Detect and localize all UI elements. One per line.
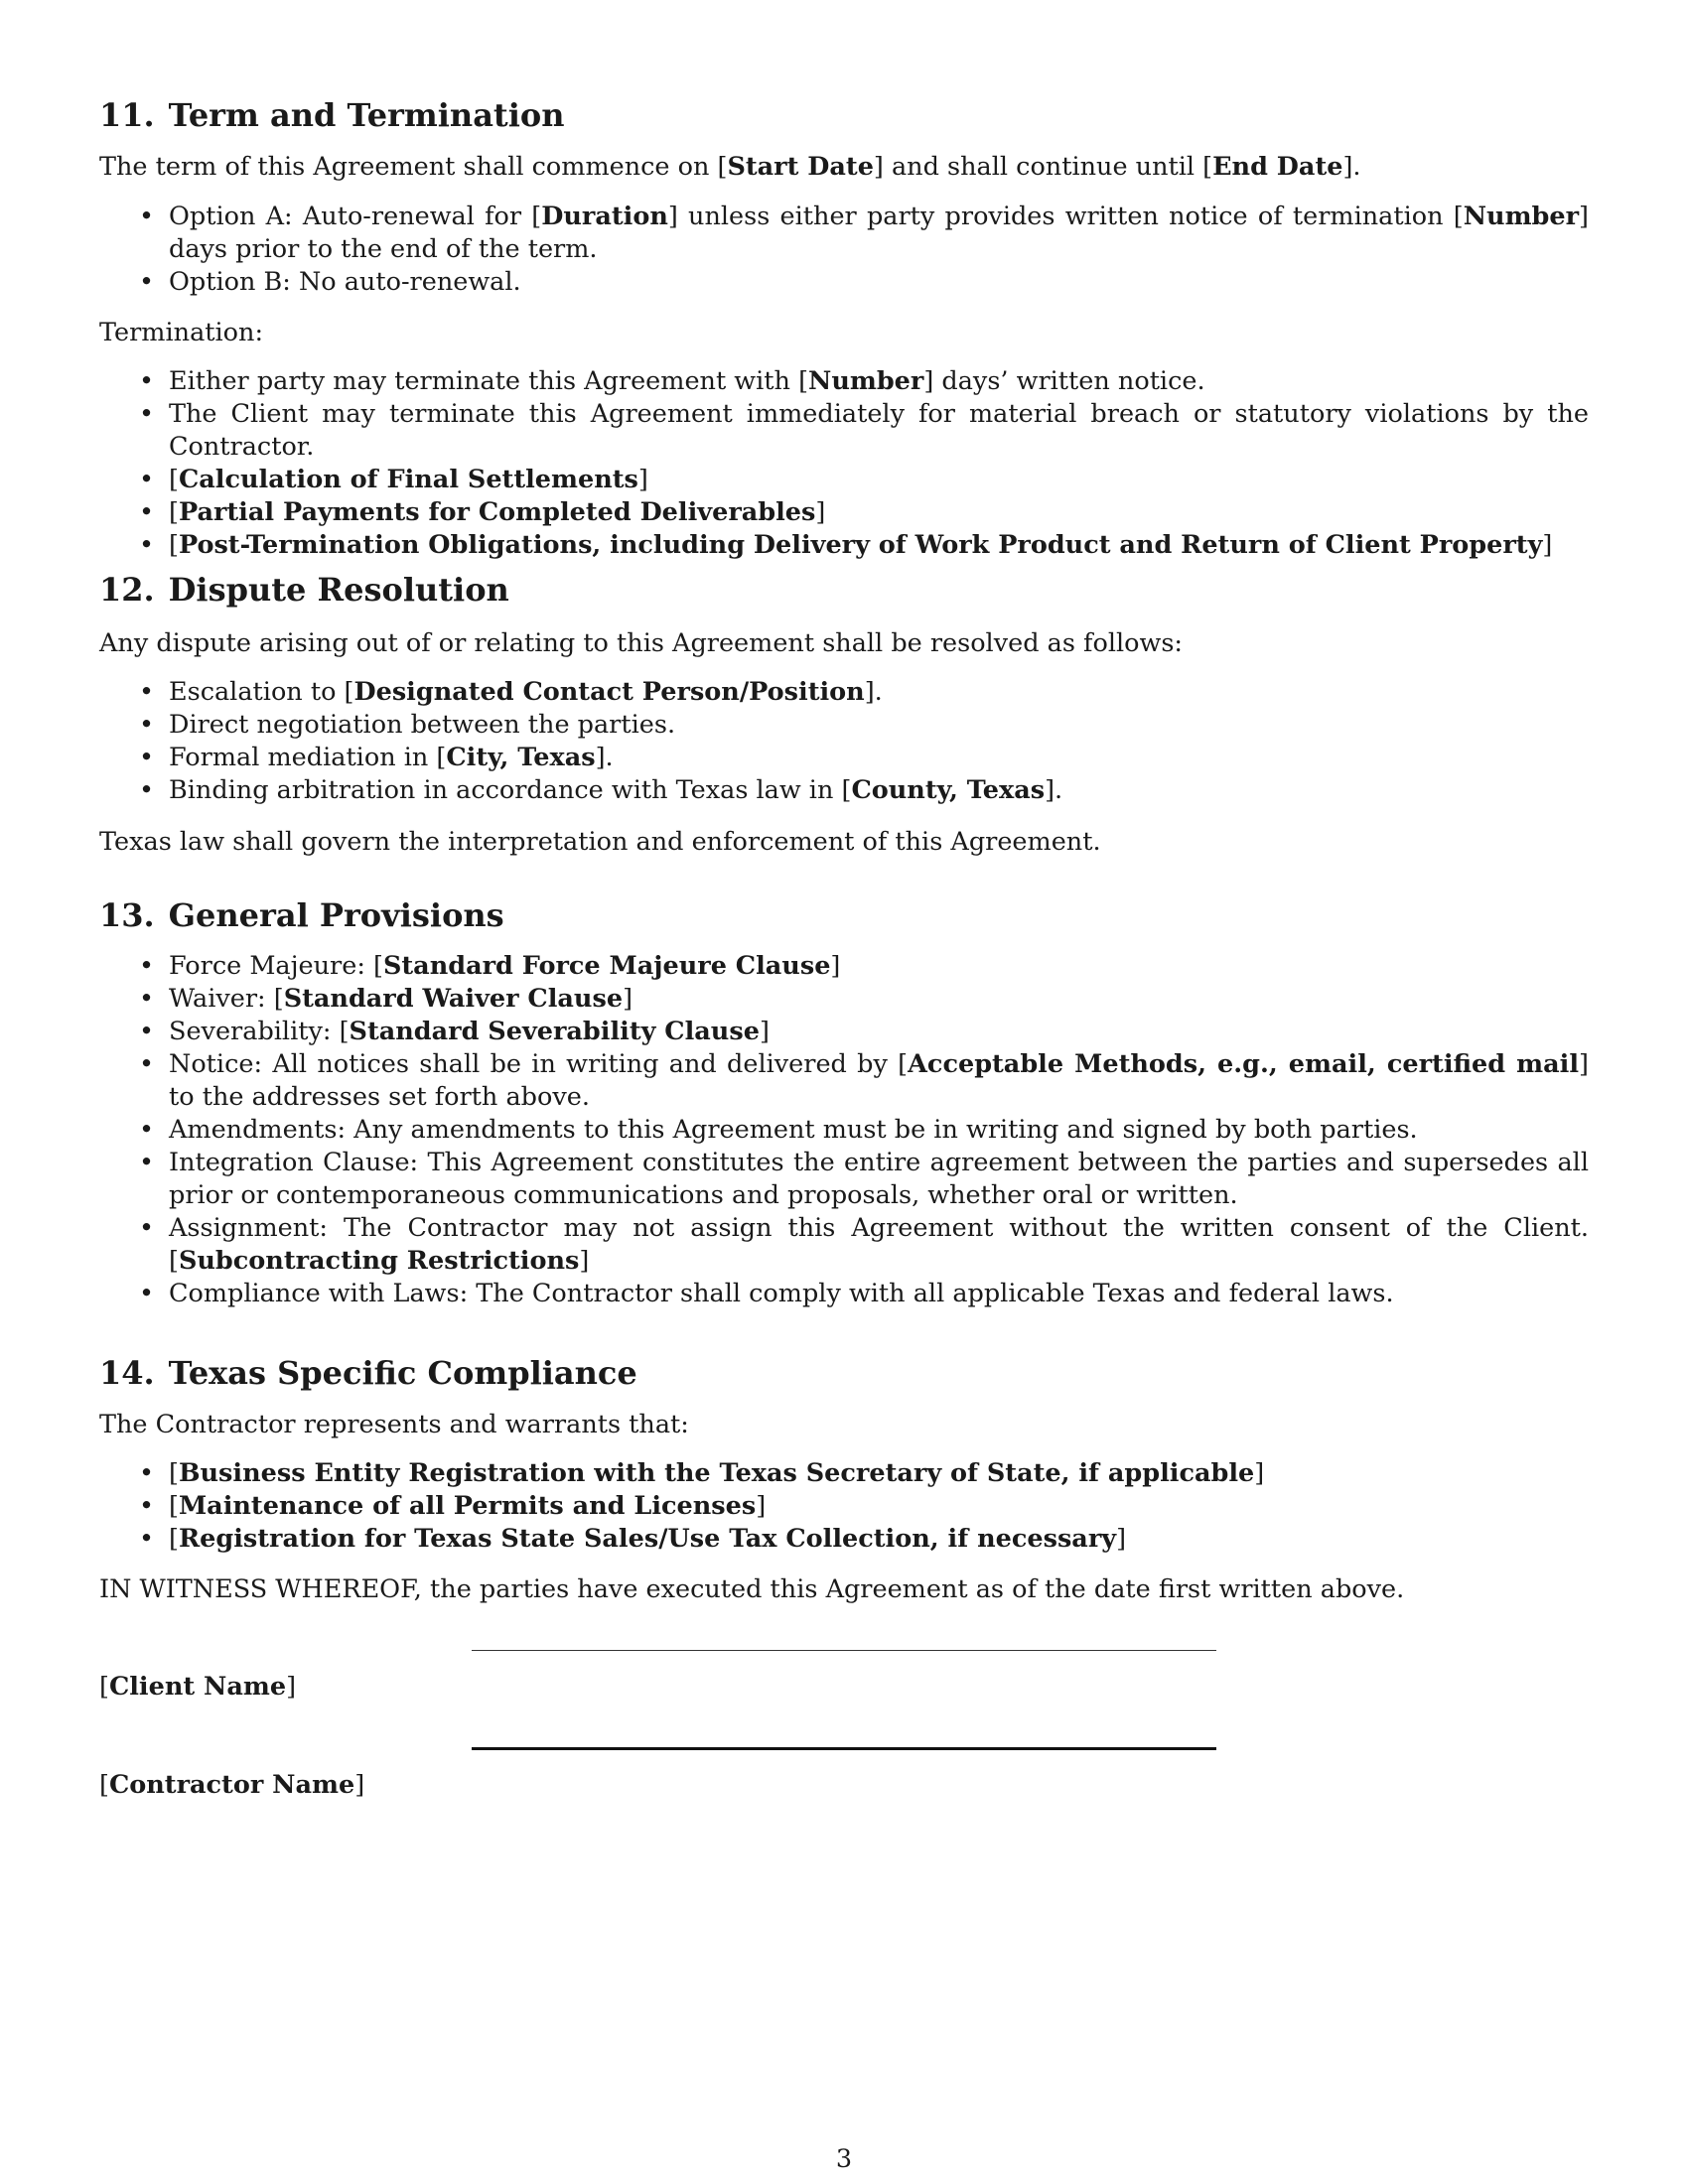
text-run: Compliance with Laws: The Contractor shall comply with all applicable Texas and federal laws. xyxy=(169,1279,1394,1308)
list-item xyxy=(99,709,1589,742)
text-run: Binding arbitration in accordance with Texas law in [ xyxy=(169,775,852,805)
text-run: [ xyxy=(169,497,179,527)
text-run: ] days’ written notice. xyxy=(923,366,1205,396)
dispute-intro xyxy=(99,627,1183,660)
list-item xyxy=(99,1114,1589,1147)
text-run: Any dispute arising out of or relating to this Agreement shall be resolved as follows: xyxy=(99,628,1183,658)
placeholder-field: Subcontracting Restrictions xyxy=(178,1246,580,1276)
placeholder-field: Duration xyxy=(541,202,668,231)
text-run: Assignment: The Contractor may not assign this Agreement without the written consent of the Client. [ xyxy=(169,1213,1589,1276)
placeholder-field: County, Texas xyxy=(851,775,1046,805)
placeholder-field: Standard Waiver Clause xyxy=(283,984,624,1014)
text-run: The Client may terminate this Agreement immediately for material breach or statutory violations by the Contractor. xyxy=(169,399,1589,462)
placeholder-field: Calculation of Final Settlements xyxy=(178,465,638,494)
text-run: ] xyxy=(579,1246,590,1276)
text-run: ] unless either party provides written notice of termination [ xyxy=(667,202,1464,231)
section-heading-12: 12. Dispute Resolution xyxy=(99,571,509,609)
placeholder-field: Acceptable Methods, e.g., email, certified mail xyxy=(908,1049,1580,1079)
placeholder-field: City, Texas xyxy=(446,743,596,772)
list-item xyxy=(99,983,1589,1016)
list-item xyxy=(99,1490,1589,1523)
placeholder-field: Standard Force Majeure Clause xyxy=(382,951,831,981)
text-run: ] and shall continue until [ xyxy=(873,152,1213,182)
section-heading-11: 11. Term and Termination xyxy=(99,96,565,134)
placeholder-field: Number xyxy=(1463,202,1580,231)
section-heading-13: 13. General Provisions xyxy=(99,896,504,934)
list-item xyxy=(99,774,1589,807)
text-run: [ xyxy=(169,1458,179,1488)
term-paragraph xyxy=(99,151,1589,184)
text-run: Force Majeure: [ xyxy=(169,951,383,981)
list-item xyxy=(99,496,1589,529)
compliance-intro xyxy=(99,1409,689,1441)
text-run: ] xyxy=(1116,1524,1127,1554)
list-item xyxy=(99,1212,1589,1278)
compliance-list xyxy=(99,1457,1589,1556)
contractor-name xyxy=(99,1769,364,1802)
placeholder-field: Start Date xyxy=(727,152,874,182)
text-run: Waiver: [ xyxy=(169,984,284,1014)
placeholder-field: End Date xyxy=(1212,152,1343,182)
text-run: ] days prior to the end of the term. xyxy=(169,202,1589,264)
list-item xyxy=(99,1048,1589,1114)
governing-law xyxy=(99,826,1101,859)
text-run: Severability: [ xyxy=(169,1017,350,1046)
text-run: ] xyxy=(1542,530,1553,560)
section-heading-14: 14. Texas Specific Compliance xyxy=(99,1354,637,1392)
text-run: The Contractor represents and warrants that: xyxy=(99,1410,689,1439)
text-run: Direct negotiation between the parties. xyxy=(169,710,676,740)
placeholder-field: Designated Contact Person/Position xyxy=(353,677,865,707)
witness-clause xyxy=(99,1573,1404,1606)
text-run: ]. xyxy=(864,677,883,707)
text-run: ] xyxy=(830,951,841,981)
text-run: IN WITNESS WHEREOF, the parties have executed this Agreement as of the date first written above. xyxy=(99,1574,1405,1604)
list-item xyxy=(99,950,1589,983)
text-run: Either party may terminate this Agreement with [ xyxy=(169,366,809,396)
text-run: ]. xyxy=(1045,775,1063,805)
text-run: ]. xyxy=(1342,152,1361,182)
text-run: ] xyxy=(637,465,648,494)
placeholder-field: Business Entity Registration with the Texas Secretary of State, if applicable xyxy=(178,1458,1255,1488)
text-run: The term of this Agreement shall commence on [ xyxy=(99,152,728,182)
list-item xyxy=(99,1147,1589,1212)
text-run: [ xyxy=(99,1770,109,1800)
text-run: Option A: Auto-renewal for [ xyxy=(169,202,542,231)
list-item xyxy=(99,266,1589,299)
contractor-signature-line xyxy=(472,1747,1216,1750)
text-run: Amendments: Any amendments to this Agreement must be in writing and signed by both parties. xyxy=(169,1115,1418,1145)
text-run: ] to the addresses set forth above. xyxy=(169,1049,1589,1112)
list-item xyxy=(99,464,1589,496)
term-options-list xyxy=(99,201,1589,299)
placeholder-field: Number xyxy=(808,366,924,396)
text-run: Notice: All notices shall be in writing and delivered by [ xyxy=(169,1049,909,1079)
list-item xyxy=(99,201,1589,266)
client-name xyxy=(99,1671,296,1704)
text-run: [ xyxy=(169,530,179,560)
list-item xyxy=(99,1278,1589,1310)
client-signature-line xyxy=(472,1650,1216,1651)
placeholder-field: Contractor Name xyxy=(108,1770,355,1800)
text-run: [ xyxy=(169,1524,179,1554)
placeholder-field: Maintenance of all Permits and Licenses xyxy=(178,1491,757,1521)
list-item xyxy=(99,1523,1589,1556)
text-run: Formal mediation in [ xyxy=(169,743,447,772)
placeholder-field: Client Name xyxy=(108,1672,287,1702)
termination-label: Termination: xyxy=(99,318,264,347)
list-item xyxy=(99,365,1589,398)
text-run: [ xyxy=(99,1672,109,1702)
list-item xyxy=(99,742,1589,774)
text-run: Integration Clause: This Agreement constitutes the entire agreement between the parties and supersedes all prior or contemporaneous communications and proposals, whether oral or written. xyxy=(169,1148,1589,1210)
text-run: ]. xyxy=(595,743,614,772)
text-run: ] xyxy=(756,1491,767,1521)
list-item xyxy=(99,529,1589,562)
termination-list xyxy=(99,365,1589,562)
dispute-list xyxy=(99,676,1589,807)
text-run: [ xyxy=(169,465,179,494)
text-run: ] xyxy=(1254,1458,1265,1488)
text-run: [ xyxy=(169,1491,179,1521)
placeholder-field: Partial Payments for Completed Deliverables xyxy=(178,497,816,527)
page-number: 3 xyxy=(835,2144,853,2174)
placeholder-field: Post-Termination Obligations, including Delivery of Work Product and Return of Client Property xyxy=(178,530,1543,560)
text-run: Option B: No auto-renewal. xyxy=(169,267,521,297)
text-run: ] xyxy=(815,497,826,527)
list-item xyxy=(99,1016,1589,1048)
general-provisions-list xyxy=(99,950,1589,1310)
text-run: ] xyxy=(286,1672,297,1702)
placeholder-field: Registration for Texas State Sales/Use Tax Collection, if necessary xyxy=(178,1524,1117,1554)
text-run: ] xyxy=(354,1770,365,1800)
text-run: Escalation to [ xyxy=(169,677,354,707)
placeholder-field: Standard Severability Clause xyxy=(349,1017,760,1046)
list-item xyxy=(99,398,1589,464)
list-item xyxy=(99,676,1589,709)
text-run: ] xyxy=(759,1017,770,1046)
text-run: Texas law shall govern the interpretation and enforcement of this Agreement. xyxy=(99,827,1101,857)
text-run: ] xyxy=(623,984,633,1014)
list-item xyxy=(99,1457,1589,1490)
